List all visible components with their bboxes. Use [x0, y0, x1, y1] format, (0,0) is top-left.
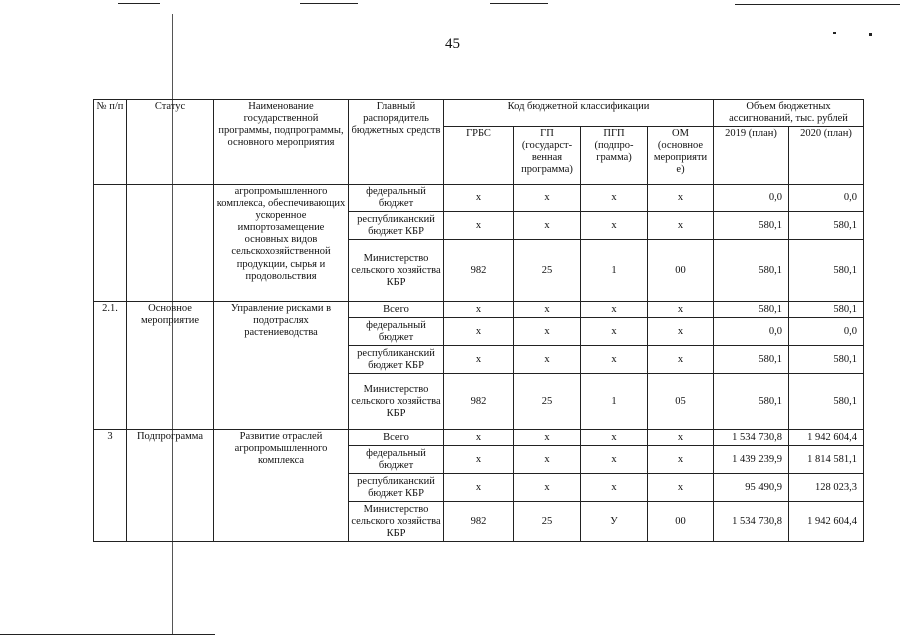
v2019-cell: 580,1: [714, 212, 789, 240]
pgp-cell: 1: [581, 240, 648, 302]
scan-artifact-line: [118, 3, 160, 4]
om-cell: x: [648, 212, 714, 240]
header-gp: ГП (государст-венная программа): [514, 127, 581, 185]
v2020-cell: 580,1: [789, 346, 864, 374]
pgp-cell: x: [581, 346, 648, 374]
scan-artifact-line: [300, 3, 358, 4]
grbs-cell: 982: [444, 240, 514, 302]
pgp-cell: x: [581, 474, 648, 502]
group-name: агропромышленного комплекса, обеспечивающих ускоренное импортозамещение основных видов сельскохозяйственной продукции, сырья и продовольствия: [214, 185, 349, 302]
grbs-cell: 982: [444, 502, 514, 542]
om-cell: x: [648, 185, 714, 212]
manager-cell: федеральный бюджет: [349, 185, 444, 212]
table-row: [94, 302, 864, 318]
om-cell: x: [648, 302, 714, 318]
v2019-cell: 95 490,9: [714, 474, 789, 502]
header-budget-code: Код бюджетной классификации: [444, 100, 714, 127]
pgp-cell: У: [581, 502, 648, 542]
pgp-cell: x: [581, 212, 648, 240]
om-cell: x: [648, 430, 714, 446]
page-number: 45: [445, 36, 460, 52]
v2020-cell: 0,0: [789, 185, 864, 212]
header-main-manager: Главный распорядитель бюджетных средств: [349, 100, 444, 185]
grbs-cell: x: [444, 430, 514, 446]
om-cell: 00: [648, 502, 714, 542]
om-cell: x: [648, 318, 714, 346]
gp-cell: x: [514, 474, 581, 502]
header-num: № п/п: [94, 100, 127, 185]
header-2019: 2019 (план): [714, 127, 789, 185]
manager-cell: федеральный бюджет: [349, 446, 444, 474]
manager-cell: Министерство сельского хозяйства КБР: [349, 502, 444, 542]
grbs-cell: 982: [444, 374, 514, 430]
gp-cell: x: [514, 185, 581, 212]
gp-cell: x: [514, 212, 581, 240]
v2020-cell: 580,1: [789, 212, 864, 240]
group-status: [127, 185, 214, 302]
header-name: Наименование государственной программы, подпрограммы, основного мероприятия: [214, 100, 349, 185]
pgp-cell: x: [581, 318, 648, 346]
pgp-cell: x: [581, 446, 648, 474]
group-name: Управление рисками в подотраслях растениеводства: [214, 302, 349, 430]
v2020-cell: 580,1: [789, 302, 864, 318]
scan-artifact-line: [0, 634, 215, 635]
manager-cell: республиканский бюджет КБР: [349, 212, 444, 240]
v2019-cell: 1 534 730,8: [714, 430, 789, 446]
header-status: Статус: [127, 100, 214, 185]
header-volume: Объем бюджетных ассигнований, тыс. рублей: [714, 100, 864, 127]
pgp-cell: x: [581, 302, 648, 318]
pgp-cell: x: [581, 185, 648, 212]
header-om: ОМ (основное мероприяти е): [648, 127, 714, 185]
group-name: Развитие отраслей агропромышленного комплекса: [214, 430, 349, 542]
gp-cell: x: [514, 446, 581, 474]
manager-cell: Всего: [349, 302, 444, 318]
om-cell: 05: [648, 374, 714, 430]
v2019-cell: 0,0: [714, 185, 789, 212]
scan-artifact-dot: [833, 32, 836, 34]
v2019-cell: 580,1: [714, 240, 789, 302]
v2020-cell: 580,1: [789, 374, 864, 430]
grbs-cell: x: [444, 302, 514, 318]
manager-cell: федеральный бюджет: [349, 318, 444, 346]
manager-cell: Всего: [349, 430, 444, 446]
v2020-cell: 1 942 604,4: [789, 502, 864, 542]
grbs-cell: x: [444, 318, 514, 346]
scan-artifact-line: [735, 4, 900, 5]
v2019-cell: 580,1: [714, 346, 789, 374]
grbs-cell: x: [444, 212, 514, 240]
gp-cell: 25: [514, 502, 581, 542]
om-cell: x: [648, 346, 714, 374]
v2020-cell: 580,1: [789, 240, 864, 302]
pgp-cell: x: [581, 430, 648, 446]
pgp-cell: 1: [581, 374, 648, 430]
header-2020: 2020 (план): [789, 127, 864, 185]
gp-cell: x: [514, 346, 581, 374]
group-num: [94, 185, 127, 302]
v2019-cell: 0,0: [714, 318, 789, 346]
v2020-cell: 1 942 604,4: [789, 430, 864, 446]
v2020-cell: 1 814 581,1: [789, 446, 864, 474]
gp-cell: x: [514, 318, 581, 346]
gp-cell: x: [514, 302, 581, 318]
v2019-cell: 580,1: [714, 302, 789, 318]
v2019-cell: 580,1: [714, 374, 789, 430]
v2020-cell: 0,0: [789, 318, 864, 346]
v2020-cell: 128 023,3: [789, 474, 864, 502]
header-grbs: ГРБС: [444, 127, 514, 185]
gp-cell: 25: [514, 374, 581, 430]
om-cell: x: [648, 446, 714, 474]
manager-cell: Министерство сельского хозяйства КБР: [349, 374, 444, 430]
manager-cell: республиканский бюджет КБР: [349, 474, 444, 502]
grbs-cell: x: [444, 446, 514, 474]
om-cell: 00: [648, 240, 714, 302]
v2019-cell: 1 439 239,9: [714, 446, 789, 474]
group-status: Основное мероприятие: [127, 302, 214, 430]
header-pgp: ПГП (подпро-грамма): [581, 127, 648, 185]
grbs-cell: x: [444, 185, 514, 212]
group-num: 2.1.: [94, 302, 127, 430]
group-status: Подпрограмма: [127, 430, 214, 542]
v2019-cell: 1 534 730,8: [714, 502, 789, 542]
table-row: [94, 185, 864, 212]
header-row: [94, 100, 864, 127]
table-row: [94, 430, 864, 446]
gp-cell: 25: [514, 240, 581, 302]
scan-artifact-line: [490, 3, 548, 4]
om-cell: x: [648, 474, 714, 502]
budget-table: [93, 99, 864, 542]
group-num: 3: [94, 430, 127, 542]
grbs-cell: x: [444, 346, 514, 374]
gp-cell: x: [514, 430, 581, 446]
grbs-cell: x: [444, 474, 514, 502]
manager-cell: Министерство сельского хозяйства КБР: [349, 240, 444, 302]
manager-cell: республиканский бюджет КБР: [349, 346, 444, 374]
